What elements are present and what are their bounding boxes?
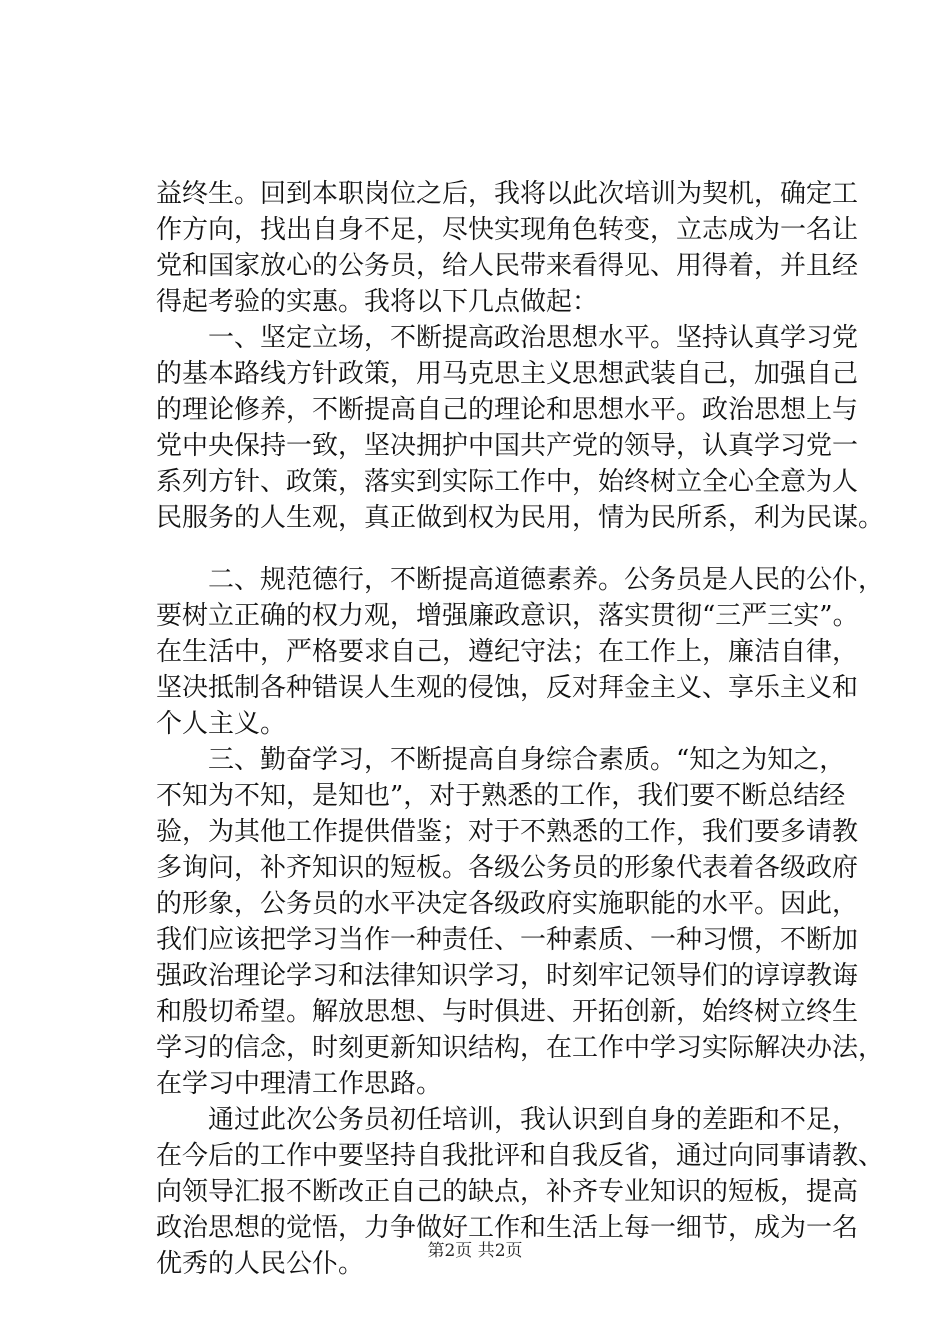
text-line: 验，为其他工作提供借鉴；对于不熟悉的工作，我们要多请教	[156, 817, 859, 847]
text-line: 一、坚定立场，不断提高政治思想水平。坚持认真学习党	[156, 323, 859, 353]
text-line: 的形象，公务员的水平决定各级政府实施职能的水平。因此，	[156, 889, 859, 919]
text-line: 党中央保持一致，坚决拥护中国共产党的领导，认真学习党一	[156, 431, 859, 461]
text-line: 政治思想的觉悟，力争做好工作和生活上每一细节，成为一名	[156, 1213, 859, 1243]
text-line: 要树立正确的权力观，增强廉政意识，落实贯彻“三严三实”。	[156, 601, 859, 631]
text-line: 强政治理论学习和法律知识学习，时刻牢记领导们的谆谆教诲	[156, 961, 859, 991]
text-line: 在生活中，严格要求自己，遵纪守法；在工作上，廉洁自律，	[156, 637, 859, 667]
text-line: 作方向，找出自身不足，尽快实现角色转变，立志成为一名让	[156, 215, 859, 245]
text-line: 优秀的人民公仆。	[156, 1249, 365, 1279]
text-line: 益终生。回到本职岗位之后，我将以此次培训为契机，确定工	[156, 179, 859, 209]
text-line: 得起考验的实惠。我将以下几点做起：	[156, 287, 599, 317]
text-line: 二、规范德行，不断提高道德素养。公务员是人民的公仆，	[156, 565, 885, 595]
text-line: 在学习中理清工作思路。	[156, 1069, 443, 1099]
text-line: 多询问，补齐知识的短板。各级公务员的形象代表着各级政府	[156, 853, 859, 883]
text-line: 三、勤奋学习，不断提高自身综合素质。“知之为知之，	[156, 745, 846, 775]
text-line: 的理论修养，不断提高自己的理论和思想水平。政治思想上与	[156, 395, 859, 425]
text-line: 坚决抵制各种错误人生观的侵蚀，反对拜金主义、享乐主义和	[156, 673, 859, 703]
text-line: 党和国家放心的公务员，给人民带来看得见、用得着，并且经	[156, 251, 859, 281]
text-line: 民服务的人生观，真正做到权为民用，情为民所系，利为民谋。	[156, 503, 885, 533]
text-line: 的基本路线方针政策，用马克思主义思想武装自己，加强自己	[156, 359, 859, 389]
text-line: 向领导汇报不断改正自己的缺点，补齐专业知识的短板，提高	[156, 1177, 859, 1207]
text-line: 系列方针、政策，落实到实际工作中，始终树立全心全意为人	[156, 467, 859, 497]
page-footer: 第2页 共2页	[427, 1241, 523, 1261]
text-line: 个人主义。	[156, 709, 287, 739]
text-line: 不知为不知，是知也”，对于熟悉的工作，我们要不断总结经	[156, 781, 846, 811]
text-line: 在今后的工作中要坚持自我批评和自我反省，通过向同事请教、	[156, 1141, 885, 1171]
text-line: 我们应该把学习当作一种责任、一种素质、一种习惯，不断加	[156, 925, 859, 955]
text-line: 学习的信念，时刻更新知识结构，在工作中学习实际解决办法，	[156, 1033, 885, 1063]
text-line: 通过此次公务员初任培训，我认识到自身的差距和不足，	[156, 1105, 859, 1135]
text-line: 和殷切希望。解放思想、与时俱进、开拓创新，始终树立终生	[156, 997, 859, 1027]
